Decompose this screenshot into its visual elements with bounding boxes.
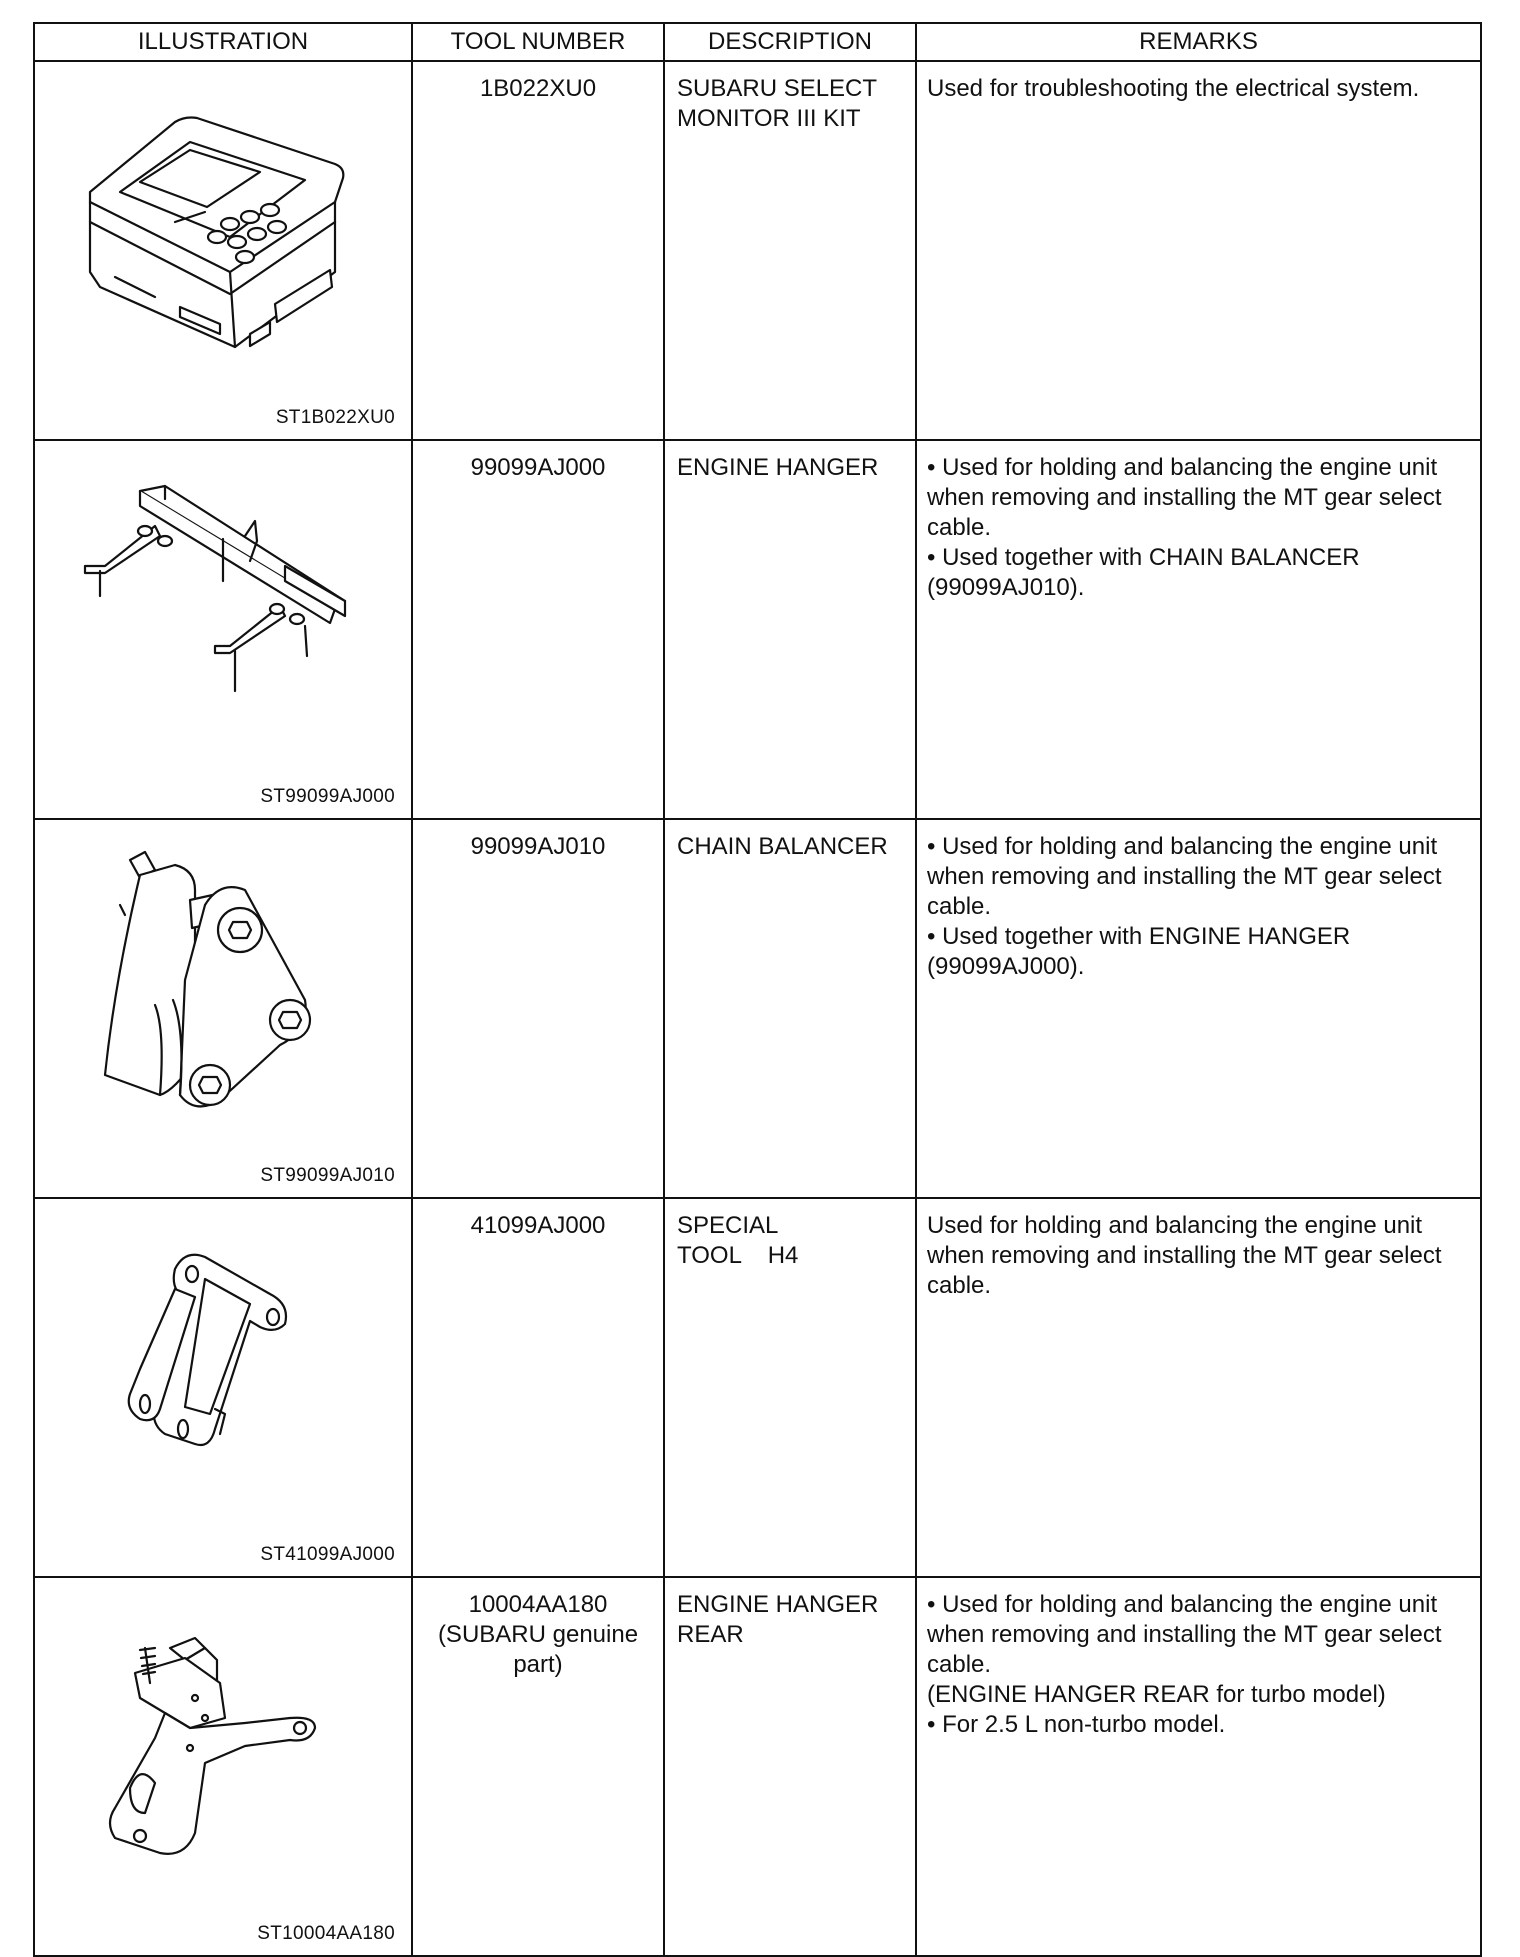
remarks-line: • For 2.5 L non-turbo model. (927, 1711, 1226, 1738)
description-line: REAR (677, 1621, 744, 1648)
illustration-code: ST41099AJ000 (260, 1544, 395, 1565)
description-line: SPECIAL (677, 1212, 779, 1239)
remarks-line: • Used together with CHAIN BALANCER (927, 544, 1360, 571)
remarks-cell (916, 440, 1481, 819)
illustration-cell (34, 819, 412, 1198)
remarks-line: when removing and installing the MT gear select (927, 1621, 1442, 1648)
description-line: TOOL H4 (677, 1242, 799, 1269)
header-remarks: REMARKS (916, 23, 1481, 61)
remarks-line: Used for holding and balancing the engine unit (927, 1212, 1423, 1239)
description-cell (664, 1577, 916, 1956)
special-tool-h4-icon (45, 1209, 390, 1514)
tool-number: 41099AJ000 (470, 1212, 606, 1239)
remarks-cell (916, 61, 1481, 440)
description-line: CHAIN BALANCER (677, 833, 888, 860)
table-row (34, 819, 1481, 1198)
description-line: ENGINE HANGER (677, 454, 879, 481)
illustration-cell (34, 61, 412, 440)
header-tool-number: TOOL NUMBER (412, 23, 664, 61)
remarks-line: when removing and installing the MT gear select (927, 484, 1442, 511)
illustration-cell (34, 440, 412, 819)
tool-number-cell (412, 819, 664, 1198)
illustration-code: ST10004AA180 (257, 1923, 395, 1944)
remarks-line: cable. (927, 514, 992, 541)
table-row (34, 61, 1481, 440)
tool-number: 10004AA180 (468, 1591, 608, 1618)
illustration-code: ST99099AJ010 (260, 1165, 395, 1186)
remarks-cell (916, 819, 1481, 1198)
remarks-line: Used for troubleshooting the electrical system. (927, 75, 1420, 102)
tool-number: 1B022XU0 (479, 75, 597, 102)
tool-number-cell (412, 1577, 664, 1956)
special-tools-table (33, 22, 1482, 1957)
tool-number-cell (412, 61, 664, 440)
remarks-line: • Used for holding and balancing the engine unit (927, 1591, 1438, 1618)
tool-number: 99099AJ000 (470, 454, 606, 481)
chain-balancer-icon (45, 830, 390, 1135)
tool-number: 99099AJ010 (470, 833, 606, 860)
remarks-line: cable. (927, 1651, 992, 1678)
remarks-cell (916, 1198, 1481, 1577)
description-line: ENGINE HANGER (677, 1591, 879, 1618)
header-row (34, 23, 1481, 61)
header-description: DESCRIPTION (664, 23, 916, 61)
select-monitor-kit-icon (45, 72, 390, 377)
remarks-line: • Used for holding and balancing the engine unit (927, 833, 1438, 860)
tool-number-cell (412, 440, 664, 819)
tool-number-note: part) (513, 1651, 563, 1678)
description-cell (664, 819, 916, 1198)
engine-hanger-icon (45, 451, 390, 756)
illustration-cell (34, 1198, 412, 1577)
table-row (34, 1198, 1481, 1577)
table-row (34, 1577, 1481, 1956)
illustration-code: ST99099AJ000 (260, 786, 395, 807)
header-illustration: ILLUSTRATION (34, 23, 412, 61)
remarks-line: when removing and installing the MT gear select (927, 1242, 1442, 1269)
remarks-line: • Used together with ENGINE HANGER (927, 923, 1351, 950)
remarks-line: • Used for holding and balancing the engine unit (927, 454, 1438, 481)
tool-number-cell (412, 1198, 664, 1577)
table-row (34, 440, 1481, 819)
remarks-line: (99099AJ010). (927, 574, 1085, 601)
description-cell (664, 61, 916, 440)
remarks-line: when removing and installing the MT gear select (927, 863, 1442, 890)
description-cell (664, 440, 916, 819)
remarks-line: (ENGINE HANGER REAR for turbo model) (927, 1681, 1386, 1708)
remarks-line: (99099AJ000). (927, 953, 1085, 980)
remarks-cell (916, 1577, 1481, 1956)
remarks-line: cable. (927, 1272, 992, 1299)
tool-number-note: (SUBARU genuine (437, 1621, 639, 1648)
engine-hanger-rear-icon (45, 1588, 390, 1893)
remarks-line: cable. (927, 893, 992, 920)
description-line: SUBARU SELECT (677, 75, 878, 102)
illustration-cell (34, 1577, 412, 1956)
illustration-code: ST1B022XU0 (275, 407, 395, 428)
description-line: MONITOR III KIT (677, 105, 861, 132)
description-cell (664, 1198, 916, 1577)
